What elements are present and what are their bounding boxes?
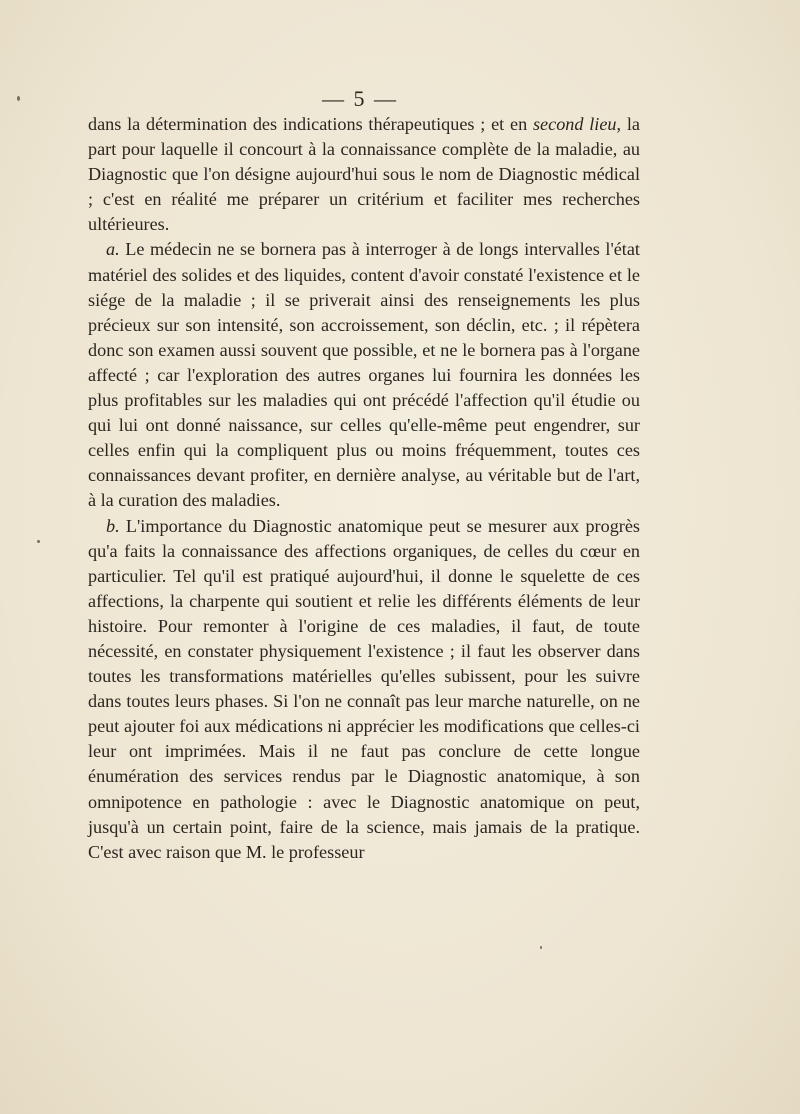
paragraph-b-text: L'importance du Diagnostic anatomique peut se mesurer aux progrès qu'a faits la connaissance des affections organiques, de celles du cœur en particulier. Tel qu'il est pratiqué aujourd'hui, il donne le squelette de ces affections, la charpente qui soutient et relie les différents éléments de leur histoire. Pour remonter à l'origine de ces maladies, il faut, de toute nécessité, en constater physiquement l'existence ; il faut les observer dans toutes les transformations matérielles qu'elles subissent, pour les suivre dans toutes leurs phases. Si l'on ne connaît pas leur marche naturelle, on ne peut ajouter foi aux médications ni apprécier les modifications que celles-ci leur ont imprimées. Mais il ne faut pas conclure de cette longue énumération des services rendus par le Diagnostic anatomique, à son omnipotence en pathologie : avec le Diagnostic anatomique on peut, jusqu'à un certain point, faire de la science, mais jamais de la pratique. C'est avec raison que M. le professeur — [88, 515, 640, 862]
paragraph-a-marker: a. — [106, 239, 120, 260]
paragraph-1-emphasis: second lieu — [532, 114, 617, 134]
body-text — [88, 112, 640, 865]
paper-speck — [37, 540, 40, 543]
paragraph-b-marker: b. — [106, 515, 120, 536]
paper-speck — [17, 96, 20, 101]
paragraph-1 — [88, 112, 640, 237]
paper-speck — [540, 946, 542, 949]
page-number: — 5 — — [322, 86, 398, 111]
paragraph-a — [88, 237, 640, 513]
paragraph-1-rest: , la part pour laquelle il concourt à la connaissance complète de la maladie, au Diagnostic que l'on désigne aujourd'hui sous le nom de Diagnostic médical ; c'est en réalité me préparer un critérium et faciliter mes recherches ultérieures. — [88, 114, 640, 235]
paragraph-1-text: dans la détermination des indications thérapeutiques ; et en — [88, 114, 533, 134]
paragraph-a-text: Le médecin ne se bornera pas à interroger à de longs intervalles l'état matériel des solides et des liquides, content d'avoir constaté l'existence et le siége de la maladie ; il se priverait ainsi des renseignements les plus précieux sur son intensité, son accroissement, son déclin, etc. ; il répètera donc son examen aussi souvent que possible, et ne le bornera pas à l'organe affecté ; car l'exploration des autres organes lui fournira les données les plus profitables sur les maladies qui ont précédé l'affection qu'il étudie ou qui lui ont donné naissance, sur celles qu'elle-même peut engendrer, sur celles enfin qui la compliquent plus ou moins fréquemment, toutes ces connaissances devant profiter, en dernière analyse, au véritable but de l'art, à la curation des maladies. — [88, 239, 640, 511]
paragraph-b — [88, 514, 640, 865]
